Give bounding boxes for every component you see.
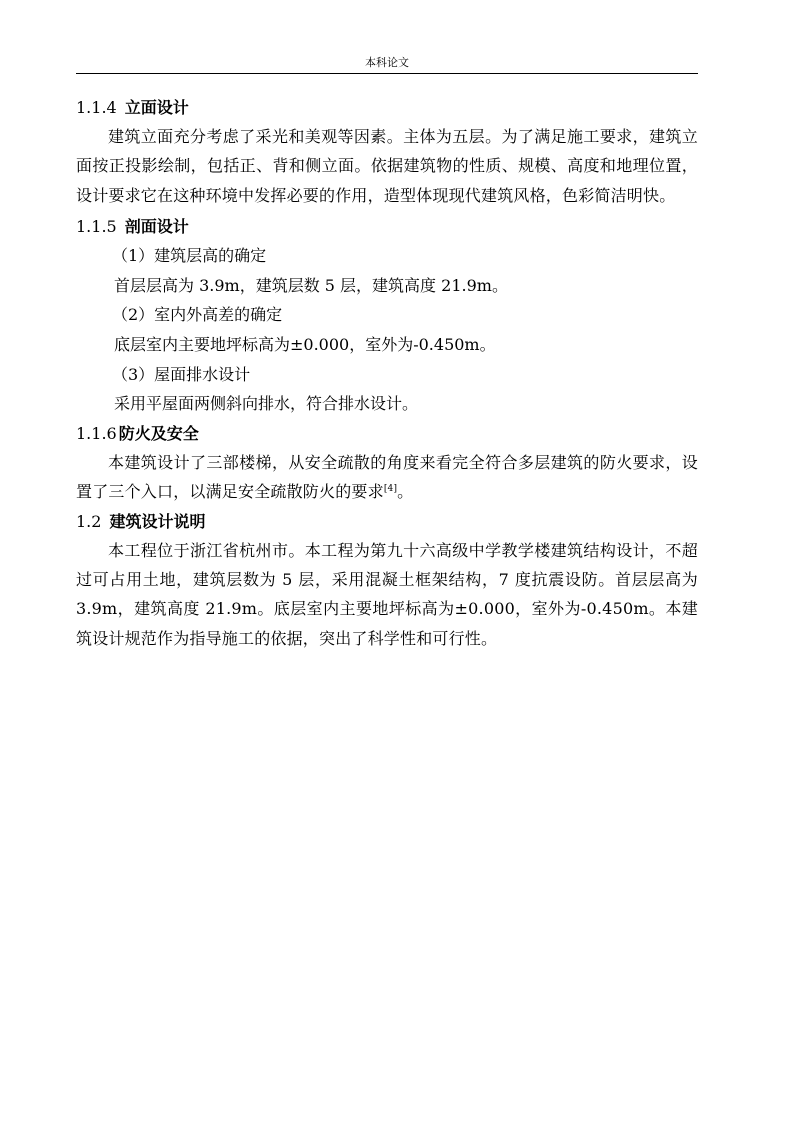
subitem-title: （2）室内外高差的确定 [112,305,283,325]
section-heading-1-1-5 [76,212,698,241]
section-paragraph: 建筑立面充分考虑了采光和美观等因素。主体为五层。为了满足施工要求，建筑立面按正投影绘制，包括正、背和侧立面。依据建筑物的性质、规模、高度和地理位置，设计要求它在这种环境中发挥必要的作用，造型体现现代建筑风格，色彩简洁明快。 [76,127,698,205]
section-title: 立面设计 [124,98,189,117]
section-paragraph: 本工程位于浙江省杭州市。本工程为第九十六高级中学教学楼建筑结构设计，不超过可占用土地，建筑层数为 5 层，采用混凝土框架结构，7 度抗震设防。首层层高为 3.9m，建筑高度 21.9m。底层室内主要地坪标高为±0.000，室外为-0.450m。本建筑设计规范作为指导施工的依据，突出了科学性和可行性。 [76,540,698,648]
section-number: 1.1.5 [76,217,117,237]
section-number: 1.1.4 [76,98,117,117]
header-divider [76,73,698,74]
citation-reference[interactable]: [4] [383,484,398,495]
section-heading-1-1-6 [76,419,698,448]
section-number: 1.1.6 [76,423,117,443]
page-header: 本科论文 [365,56,409,69]
subitem-title: （3）屋面排水设计 [112,364,251,384]
paragraph-end: 。 [397,482,414,502]
subitem-text: 首层层高为 3.9m，建筑层数 5 层，建筑高度 21.9m。 [114,275,508,295]
subitem-text: 采用平屋面两侧斜向排水，符合排水设计。 [114,394,419,414]
section-heading-1-1-4 [76,93,698,122]
subitem-text: 底层室内主要地坪标高为±0.000，室外为-0.450m。 [114,335,496,354]
subitem-title: （1）建筑层高的确定 [112,246,267,266]
document-body [76,93,698,653]
paragraph-text: 本建筑设计了三部楼梯，从安全疏散的角度来看完全符合多层建筑的防火要求，设置了三个入口，以满足安全疏散防火的要求 [76,452,698,502]
section-title: 建筑设计说明 [109,511,206,531]
section-paragraph [76,448,698,507]
section-heading-1-2 [76,507,698,536]
section-title: 防火及安全 [118,423,199,443]
section-title: 剖面设计 [124,217,189,237]
section-number: 1.2 [76,511,102,531]
